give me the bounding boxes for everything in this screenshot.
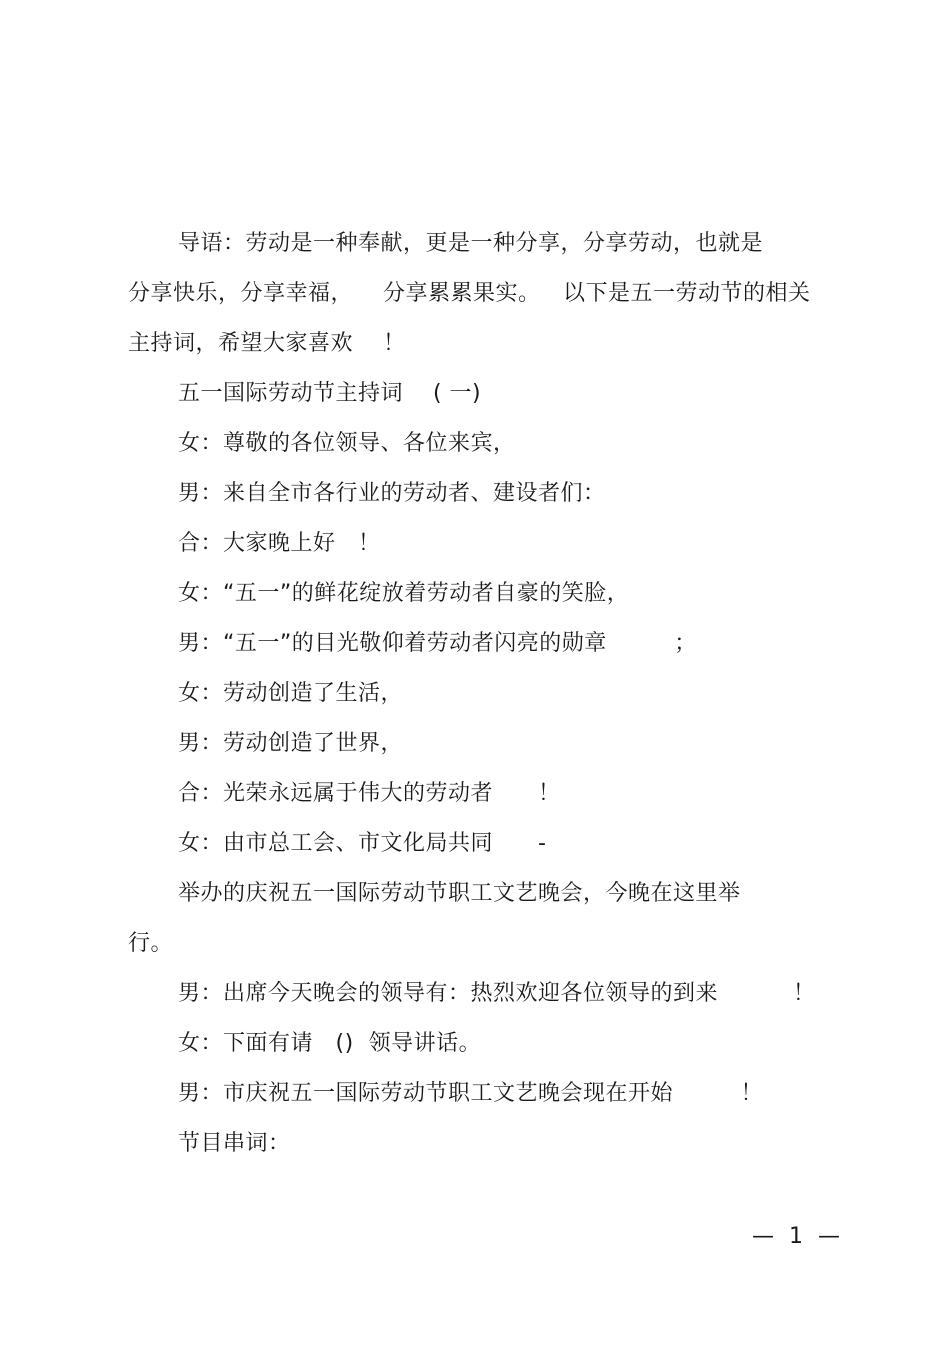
dialogue-line: 男：出席今天晚会的领导有：热烈欢迎各位领导的到来 ！ [178, 981, 816, 1006]
dialogue-line: 男：来自全市各行业的劳动者、建设者们： [178, 481, 606, 506]
text-line-intro-1: 导语：劳动是一种奉献，更是一种分享，分享劳动，也就是 [178, 231, 764, 256]
text-line-intro-2: 分享快乐，分享幸福， 分享累累果实。 以下是五一劳动节的相关 [128, 281, 811, 306]
dialogue-line: 男：劳动创造了世界， [178, 731, 404, 756]
dialogue-line-continuation: 举办的庆祝五一国际劳动节职工文艺晚会，今晚在这里举 [178, 881, 741, 906]
text-line-intro-3: 主持词，希望大家喜欢 ！ [128, 331, 406, 356]
dialogue-line-continuation: 行。 [128, 931, 174, 956]
page-number: — 1 — [752, 1224, 844, 1249]
dialogue-line: 男：“五一”的目光敬仰着劳动者闪亮的勋章 ； [178, 631, 697, 656]
dialogue-line: 女：劳动创造了生活， [178, 681, 404, 706]
dialogue-line: 合：光荣永远属于伟大的劳动者 ！ [178, 781, 561, 806]
section-heading: 五一国际劳动节主持词 ( 一) [178, 381, 482, 406]
dialogue-line: 女：由市总工会、市文化局共同 - [178, 831, 547, 856]
dialogue-line: 合：大家晚上好 ！ [178, 531, 381, 556]
dialogue-line: 女：下面有请 () 领导讲话。 [178, 1031, 482, 1056]
subsection-heading: 节目串词： [178, 1131, 291, 1156]
dialogue-line: 女：“五一”的鲜花绽放着劳动者自豪的笑脸， [178, 581, 630, 606]
dialogue-line: 男：市庆祝五一国际劳动节职工文艺晚会现在开始 ！ [178, 1081, 763, 1106]
dialogue-line: 女：尊敬的各位领导、各位来宾， [178, 431, 516, 456]
